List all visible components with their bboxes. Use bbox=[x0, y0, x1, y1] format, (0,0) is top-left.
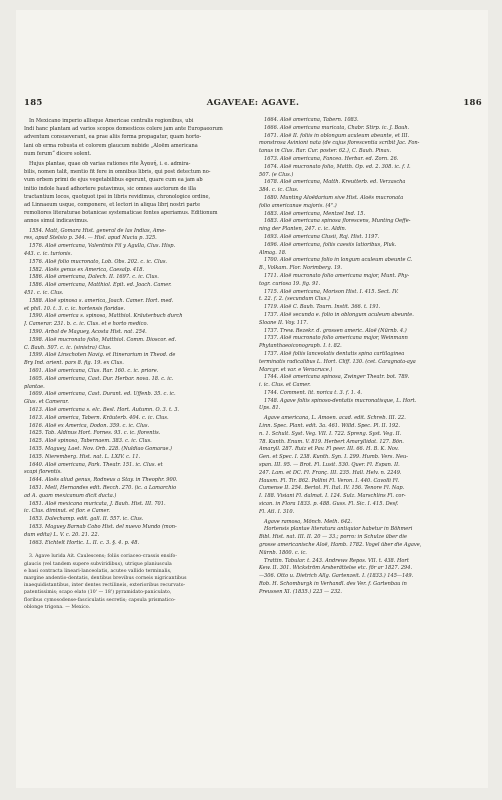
text-line: 1693. Aloë americana Clusii, Raj. Hist. 1197. bbox=[264, 233, 380, 240]
text-line: 1625. Tab. Aldinus Hort. Fornes. 93. c. ic. florentis. bbox=[29, 430, 161, 437]
text-line: Hortensis plantae literatura antiquior habetur in Böhmeri bbox=[264, 526, 413, 533]
text-line: 1554. Matt, Gomara Hist. general de las Indias, Ame- bbox=[29, 227, 166, 234]
text-line: 1588. Aloë spinosa s. america, Joach. Camer. Hort. med. bbox=[29, 297, 174, 304]
text-line: ad A. quam mexicanum dicit ducta.) bbox=[24, 492, 117, 499]
text-line: 1683. Aloë americana, Mentzel Ind. 15. bbox=[264, 210, 366, 217]
text-line: 1640. Aloë americana, Park. Theatr. 151. ic. Clus. et bbox=[29, 461, 163, 468]
text-line: vum orbem primi de ejus vegetabilibus egerunt, quare cum ea jam ab bbox=[24, 177, 203, 184]
text-line: Gen. et Spec. I. 238. Kunth. Syn. I. 299. Humb. Vers. Neu- bbox=[259, 454, 408, 461]
footnote-line: inaequidistantibus, inter dentes rectilineis, exterioribus recurvato- bbox=[24, 583, 186, 589]
text-line: J. Camerar. 231. b. c. ic. Clus. et e horto medico. bbox=[24, 321, 149, 328]
text-line: scapi florentis. bbox=[24, 469, 62, 476]
text-line: Almag. 18. bbox=[259, 249, 287, 256]
text-line: 1586. Aloë americana, Matthiol. Epit. ed. Joach. Camer. bbox=[29, 282, 172, 289]
text-line: 1590. Arbol de Maguey, Acosta Hist. nat. 254. bbox=[29, 329, 147, 335]
text-line: togr. curiosa 19. fig. 91. bbox=[259, 280, 321, 287]
footnote-line: floribus cymosodense-fasciculatis secretis; capsula prismatico- bbox=[24, 597, 176, 603]
text-line: 1680. Munting Aloëdarium sive Hist. Aloës mucronata bbox=[264, 194, 404, 201]
text-line: Preussen XI. (1835.) 223 — 232. bbox=[259, 588, 342, 595]
text-line: Hausm. Fl. Tir. 862. Pollini Fl. Veron. I. 440. Cavolli Fl. bbox=[259, 477, 400, 484]
text-line: 1601. Aloë americana, Clus. Rar. 160. c. ic. priore. bbox=[29, 367, 159, 374]
text-line: 1653. Dalechamp. edit. gall. II. 557. ic. Clus. bbox=[29, 516, 144, 523]
text-line: Glus. et Camerar. bbox=[24, 399, 69, 406]
text-line: Amaryll. 287. Ruiz et Pav. Fl peer. III. 66. H. B. K. Nov. bbox=[259, 446, 399, 453]
left-text-column bbox=[24, 117, 246, 772]
text-line: 1651. Aloë mexicana muricata, J. Bauh. Hist. III. 701. bbox=[29, 500, 166, 507]
text-line: Marcgr. et var. e Veracruce.) bbox=[259, 366, 333, 373]
text-line: 1674. Aloë mucronato folio, Matth. Op. ed. 2. 308. ic. f. I. bbox=[264, 163, 411, 170]
text-line: monstrosa Avinioni nata (de cujus florescentia scribit Jac. Fon- bbox=[259, 140, 420, 147]
text-line: 451. c. ic. Clus. bbox=[24, 290, 64, 297]
text-line: remoliores literaturae botanicae systematicae fontes aperiamus. Editionum bbox=[24, 210, 218, 217]
book-page bbox=[16, 10, 488, 788]
text-line: 1673. Aloë americana, Fanceo. Herbar. ed. Zorn. 26. bbox=[264, 155, 399, 162]
text-line: 1651. Metl, Hernandes edit. Recch. 270. (ic. a Lamarchio bbox=[29, 484, 177, 491]
text-line: annos simul indicavimus. bbox=[24, 218, 89, 225]
text-line: 1625. Aloë spinosa, Tabernaem. 383. c. ic. Clus. bbox=[29, 438, 152, 445]
text-line: 1653. Maguey Barnab Cobo Hist. del nuevo Mundo (mon- bbox=[29, 523, 177, 530]
text-line: 1744. Aloë americana spinosa, Zwinger Theatr. bot. 789. bbox=[264, 374, 410, 381]
text-line: 78. Kunth. Enum. V. 819. Herbert Amaryllidat. 127. Bön. bbox=[259, 438, 404, 445]
text-line: 1590. Aloë america s. spinosa, Matthiol. Kräuterbuch durch bbox=[29, 313, 183, 320]
text-line: 1609. Aloë americana, Cast. Durant. ed. Uffenb. 35. c. ic. bbox=[29, 391, 176, 398]
text-line: B., Volkam. Flor. Norimberg. 19. bbox=[259, 265, 342, 272]
text-line: 1671. Aloë II. foliis in oblongum aculeum abeunte, et III. bbox=[264, 132, 410, 139]
text-line: Hujus plantae, quae ob varias rationes rite Ἀγαυή, i. e. admira- bbox=[29, 161, 191, 168]
left-page-number: 185 bbox=[24, 98, 43, 108]
text-line: 1696. Aloë americana, foliis caesiis latioribus, Pluk. bbox=[264, 241, 397, 248]
text-line: C. Bauh. 507. c. ic. (sinistra) Clus. bbox=[24, 344, 112, 351]
right-page-number: 186 bbox=[463, 98, 482, 108]
footnote-line: 3. Agave lurida Ait. Caulescens; foliis coriaceo-crassis ensifo- bbox=[29, 554, 177, 560]
text-line: Indi hanc plantam ad varios scopos domesticos colere jam ante Europaeorum bbox=[24, 126, 223, 133]
text-line: i. ic. Clus. et Camer. bbox=[259, 382, 311, 389]
text-line: adventum consueverant, ea prae aliis forma propagatur, quam horto- bbox=[24, 134, 202, 141]
text-line: Phytanthaeoiconograph. I. t. 82. bbox=[259, 343, 342, 350]
text-line: 1737. Aloë foliis lanceolatis dentatis spina cartilaginea bbox=[264, 350, 405, 357]
text-line: Linn. Spec. Plant. edit. 3a. 461. Willd. Spec. Pl. II. 192. bbox=[259, 423, 400, 430]
text-line: 1715. Aloë americana, Morison Hist. I. 415. Sect. IV. bbox=[264, 288, 399, 295]
text-line: 1663. Eichtelt Hortic. L. II. c. 3. §. 4. p. 48. bbox=[29, 539, 140, 546]
footnote-line: e basi contracta lineari-lanceolatis, acuteo vallido terminalis, bbox=[24, 568, 172, 574]
text-line: 1744. Comment. lit. norica t. 3. f. 1. 4. bbox=[264, 389, 363, 396]
text-line: 1616. Aloë ex America, Dodon. 359. c. ic. Clus. bbox=[29, 422, 150, 429]
text-line: 1576. Aloë folio mucronato, Lob. Obs. 202. c. ic. Clus. bbox=[29, 258, 168, 265]
text-line: Agave ramosa, Mönch. Meth. 642. bbox=[264, 518, 353, 525]
text-line: Cumense II. 254. Bertol. Fl. Ital. IV. 156. Tenore Fl. Nap. bbox=[259, 485, 405, 492]
text-line: Sloane II. Voy. 117. bbox=[259, 319, 309, 326]
text-line: Kew. II. 301. Wickström Arsberättelse etc. för ar 1827. 294. bbox=[259, 565, 413, 572]
text-line: 1635. Maguey, Laet. Nov. Orb. 228. (Nuldiao Gomarae.) bbox=[29, 445, 173, 452]
footnote-line: margine andentio-dentatis, dentibus brevibus corneis nigricantibus bbox=[24, 575, 187, 581]
text-line: 1576. Aloë americana, Valentinis Fil y Agulla, Clus. Hisp. bbox=[29, 243, 176, 250]
text-line: 1664. Aloë americana, Tabern. 1083. bbox=[264, 117, 359, 123]
text-line: span. III. 95. — Brot. Fl. Lusit. 530. Quer. Fl. Espan. II. bbox=[259, 462, 400, 469]
text-line: Ups. 81. bbox=[259, 405, 281, 412]
text-line: dum edita) L. V. c. 20. 21. 22. bbox=[24, 531, 100, 538]
text-line: ad Linnaeum usque, componere, et lectori in aliqua librį nostri parte bbox=[24, 202, 201, 209]
text-line: n. 1. Schult. Syst. Veg. VII. I. 722. Spreng. Syst. Veg. II. bbox=[259, 430, 402, 437]
text-line: terminatis radicalibus L. Hort. Cliff. 130. (cet. Caragnata-aya bbox=[259, 358, 416, 365]
footnote-line: oblonge trigona. — Mexico. bbox=[24, 604, 91, 610]
footnote-line: glaucis (vel tandem supere subviridibus), utrique planiuscula bbox=[24, 561, 172, 567]
text-line: Bry Ind. orient. pars 8. fig. 19. ex Clus. bbox=[24, 360, 124, 367]
text-line: 1683. Aloë americana spinosa florescens, Munting Oeffe- bbox=[264, 218, 411, 225]
text-line: sican. in Flora 1833. p. 488. Guss. Fl. Sic. I. 415. Desf. bbox=[259, 501, 399, 508]
text-line: 1586. Aloë americana, Dalech. II. 1697. c. ic. Clus. bbox=[29, 274, 159, 281]
text-line: 1598. Aloë mucronato folio, Matthiol. Comm. Dioscor. ed. bbox=[29, 336, 177, 343]
text-line: tanus in Clus. Rar. Cur. poster. 62.), C. Bauh. Pinax. bbox=[259, 148, 392, 155]
footnote-line: patentissimis; scapo elato (10' — 18') pyramidato-paniculato, bbox=[24, 590, 172, 596]
text-line: Trattin. Tabular. t. 243. Andrews Repos. VII. t. 438. Hort bbox=[264, 557, 409, 564]
text-line: t. 22. f. 2. (secundum Clus.) bbox=[259, 296, 330, 303]
text-line: 507. (e Clus.) bbox=[259, 171, 294, 178]
text-line: I. 188. Visiani Fl. dalmat. I. 124. Sulz. Marschlins Fl. cor- bbox=[259, 493, 406, 500]
text-line: folio americanae majoris. (4°.) bbox=[259, 202, 337, 209]
running-title: AGAVEAE: AGAVE. bbox=[206, 98, 300, 108]
text-line: —306. Otto u. Dietrich Allg. Gartenzeit. I. (1833.) 145—149. bbox=[259, 573, 414, 580]
text-line: 384. c. ic. Clus. bbox=[259, 187, 299, 194]
text-line: 1748. Agave foliis spinoso-dentatis mucronatisque, L. Hort. bbox=[264, 397, 417, 404]
right-text-column bbox=[259, 117, 482, 777]
text-line: Nürnb. 1800. c. ic. bbox=[259, 549, 307, 556]
text-line: tractantium locos, quotquot ipsi in libris revidimus, chronologice ordine, bbox=[24, 193, 211, 200]
text-line: 1737. Aloë mucronato folio americana major, Weinmann bbox=[264, 335, 408, 342]
text-line: lani ob erma robusta et colorem glaucum nubide „Aloëm americana bbox=[24, 142, 198, 149]
text-line: num ferum“ dicere solent. bbox=[24, 150, 92, 157]
text-line: 1719. Aloë C. Bauh. Tourn. Instit. 366. t. 191. bbox=[264, 304, 381, 311]
text-line: initio indole haud adhortere putavimus, sic omnes auctorum de illa bbox=[24, 185, 196, 192]
text-line: 1582. Aloës genus ex America, Caesalp. 418. bbox=[29, 266, 145, 273]
text-line: et phil. 10. t. 3. c. ic. hortensis floridae. bbox=[24, 305, 126, 312]
text-line: Bibl. Hist. nat. III. II. 20 — 33.; porro: in Schulze über die bbox=[259, 534, 407, 541]
text-line: 1678. Aloë americana, Matth. Kreutterb. ed. Verzascha bbox=[264, 179, 406, 186]
text-line: grosse americanische Aloë, Hamb. 1782. Vogel über die Agave, bbox=[259, 542, 422, 549]
text-line: 443. c. ic. turionis. bbox=[24, 251, 72, 258]
text-line: bilis, nomen talit, mentio fit fere in omnibus libris, qui post detectum no- bbox=[24, 169, 211, 176]
text-line: 1737. Aloë secunda e. folio in oblongum aculeum abeunte. bbox=[264, 311, 414, 318]
text-line: plantae. bbox=[24, 383, 45, 390]
text-line: 1613. Aloë americana s. elc. Besl. Hort. Autumn. O. 3. t. 3. bbox=[29, 406, 180, 413]
text-line: Agave americana, L. Amoen. acad. edit. Schreb. III. 22. bbox=[264, 415, 406, 422]
text-line: 1605. Aloë americana, Cast. Dur. Herbar. nova. 18. c. ic. bbox=[29, 375, 174, 382]
text-line: Fl. Atl. I. 310. bbox=[259, 508, 295, 515]
text-line: 1737. Trew. Rezekr. d. grossen americ. Aloë (Nürnb. 4.) bbox=[264, 327, 407, 334]
text-line: 1613. Aloë america, Tabern. Kräuterb. 404. c. ic. Clus. bbox=[29, 414, 169, 421]
text-line: 1711. Aloë mucronato folio americana major, Munt. Phy- bbox=[264, 272, 410, 279]
text-line: ning der Planten, 247. c. ic. Aldin. bbox=[259, 226, 347, 233]
text-line: 247. Lam. et DC. Fl. Franç. III. 235. Hall. Helv. n. 2249. bbox=[259, 469, 402, 476]
text-line: Rob. H. Schomburgk in Verhandl. des Ver. f. Gartenbau in bbox=[259, 581, 407, 588]
text-line: 1700. Aloë americana folio in longum aculeum abeunte C. bbox=[264, 257, 413, 264]
text-line: 1644. Aloës aliud genus, Rodneus a Stay. in Theophr. 900. bbox=[29, 477, 178, 484]
text-line: ic. Clus. diminut. et flor. e Camer. bbox=[24, 508, 110, 515]
text-line: In Mexicano imperio allisque Americae centralis regionibus, ubi bbox=[29, 118, 194, 124]
text-line: 1599. Aloë Linschoten Navig. et Itinerarium in Theod. de bbox=[29, 352, 176, 359]
text-line: 1666. Aloë americana muricata, Chabr. Stirp. ic. J. Bauh. bbox=[264, 124, 410, 131]
text-line: res, apud Stelsio p. 344. — Hisl. apud Nuciu p. 325. bbox=[24, 235, 157, 242]
text-line: 1635. Nieremberg. Hist. nat. L. LXIV. c. 11. bbox=[29, 453, 141, 460]
